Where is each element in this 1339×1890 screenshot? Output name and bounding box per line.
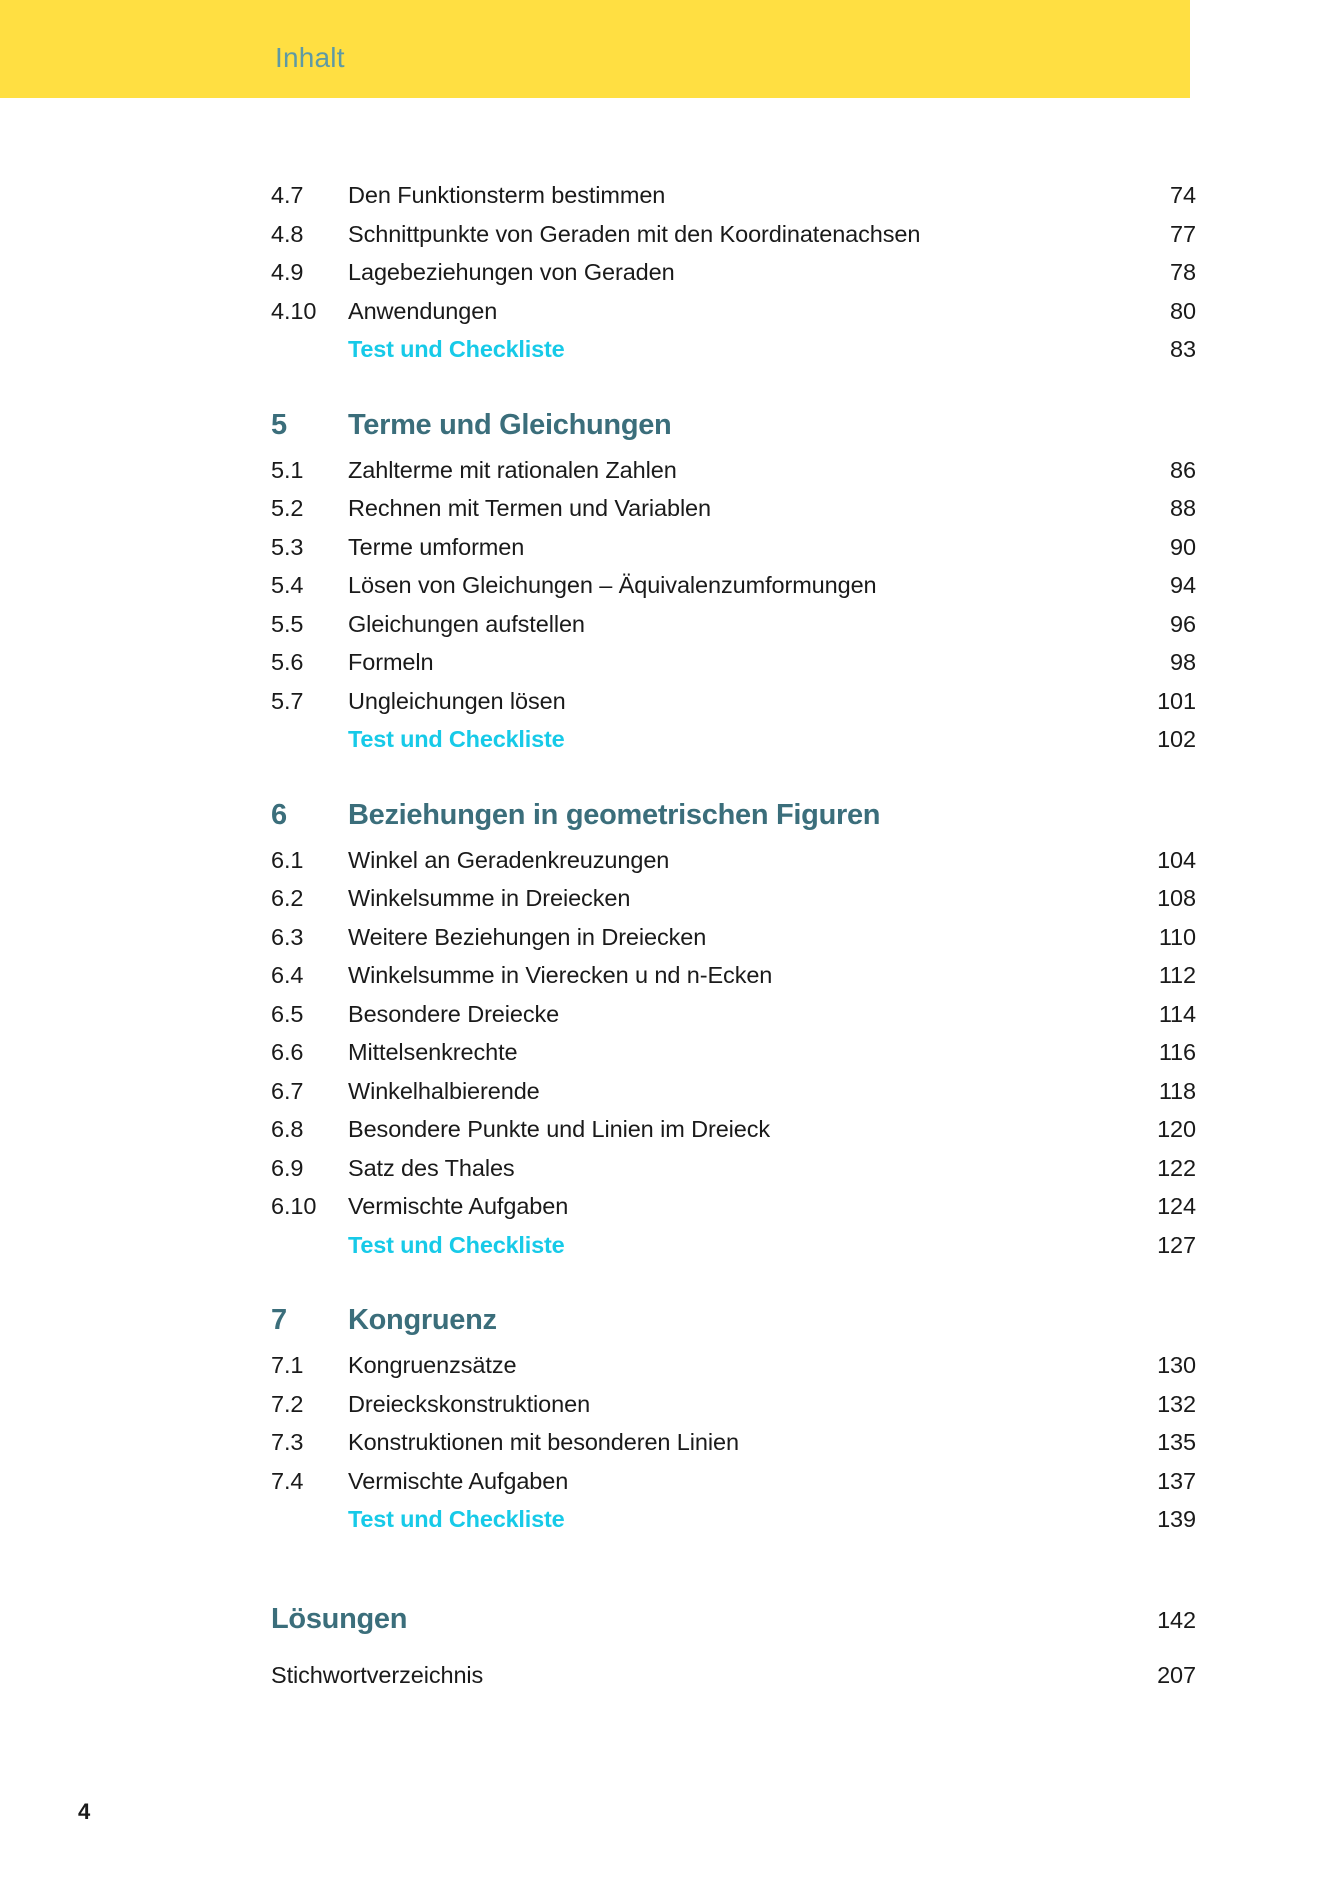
toc-section-heading[interactable]: [271, 1597, 1196, 1642]
folio-page-number: 4: [78, 1799, 91, 1824]
toc-entry[interactable]: [271, 292, 1196, 331]
toc-entry-title: Gleichungen aufstellen: [348, 610, 585, 637]
toc-chapter-heading[interactable]: [271, 793, 1196, 837]
toc-entry-title: Lösen von Gleichungen – Äquivalenzumformungen: [348, 572, 877, 598]
toc-entry[interactable]: [271, 489, 1196, 528]
toc-entry-number: 7: [271, 1304, 287, 1336]
toc-entry-page-number: 80: [1170, 297, 1196, 324]
toc-entry-title: Kongruenzsätze: [348, 1352, 517, 1378]
toc-entry-page-number: 116: [1158, 1039, 1196, 1065]
toc-entry-title: Satz des Thales: [348, 1154, 515, 1181]
toc-entry[interactable]: [271, 1462, 1196, 1501]
page-title: Inhalt: [275, 42, 345, 73]
toc-entry-title: Winkelsumme in Vierecken u nd n-Ecken: [348, 962, 773, 988]
toc-entry-title: Besondere Dreiecke: [348, 1000, 560, 1027]
toc-entry-title: Zahlterme mit rationalen Zahlen: [348, 456, 677, 483]
toc-entry[interactable]: [271, 643, 1196, 682]
toc-entry-page-number: 120: [1157, 1116, 1196, 1142]
toc-entry-number: 5.2: [271, 495, 304, 521]
toc-entry-title: Lagebeziehungen von Geraden: [348, 259, 675, 285]
toc-entry-page-number: 104: [1157, 846, 1196, 873]
toc-entry-page-number: 137: [1157, 1467, 1196, 1494]
toc-entry-page-number: 94: [1170, 572, 1196, 598]
toc-entry-title: Terme umformen: [348, 533, 525, 560]
toc-entry[interactable]: [271, 1110, 1196, 1149]
toc-entry-page-number: 88: [1170, 495, 1196, 521]
header-band: [0, 0, 1190, 98]
toc-entry[interactable]: [271, 215, 1196, 254]
toc-entry[interactable]: [271, 253, 1196, 292]
toc-entry-page-number: 207: [1157, 1661, 1196, 1688]
toc-entry[interactable]: [271, 1423, 1196, 1462]
toc-entry-title: Ungleichungen lösen: [348, 687, 566, 714]
toc-entry-page-number: 132: [1157, 1390, 1196, 1417]
toc-entry-page-number: 102: [1157, 726, 1196, 752]
toc-entry-page-number: 130: [1157, 1352, 1196, 1378]
toc-entry-title: Formeln: [348, 649, 434, 675]
toc-entry-title: Stichwortverzeichnis: [271, 1661, 484, 1688]
toc-entry-number: 6.6: [271, 1039, 304, 1065]
toc-block: [271, 1298, 1196, 1539]
toc-entry[interactable]: [271, 566, 1196, 605]
toc-entry[interactable]: [271, 1149, 1196, 1188]
toc-entry-title: Beziehungen in geometrischen Figuren: [348, 798, 881, 831]
toc-entry-number: 5.1: [271, 456, 304, 483]
toc-entry-number: 7.4: [271, 1467, 304, 1494]
toc-entry-page-number: 77: [1170, 220, 1196, 247]
toc-entry[interactable]: [271, 528, 1196, 567]
toc-entry-title: Den Funktionsterm bestimmen: [348, 182, 666, 208]
toc-entry-title: Besondere Punkte und Linien im Dreieck: [348, 1116, 771, 1142]
toc-block: [271, 403, 1196, 759]
toc-chapter-heading[interactable]: [271, 1298, 1196, 1342]
toc-entry-page-number: 124: [1157, 1193, 1196, 1219]
toc-entry-page-number: 122: [1157, 1154, 1196, 1181]
toc-entry-page-number: 135: [1157, 1429, 1196, 1455]
toc-entry-number: 5.4: [271, 572, 304, 598]
toc-entry-number: 7.2: [271, 1390, 304, 1417]
toc-entry-page-number: 90: [1170, 533, 1196, 560]
toc-block: [271, 793, 1196, 1265]
toc-test-entry[interactable]: [271, 1226, 1196, 1265]
toc-entry-page-number: 139: [1157, 1506, 1196, 1532]
toc-entry-title: Dreieckskonstruktionen: [348, 1390, 591, 1417]
toc-block: [271, 176, 1196, 369]
toc-entry[interactable]: [271, 1385, 1196, 1424]
toc-entry-page-number: 86: [1170, 456, 1196, 483]
toc-entry-number: 4.9: [271, 259, 304, 285]
toc-entry-page-number: 78: [1170, 259, 1196, 285]
toc-section-entry[interactable]: [271, 1656, 1196, 1695]
toc-entry-number: 4.7: [271, 182, 304, 208]
toc-entry[interactable]: [271, 605, 1196, 644]
toc-entry-number: 6.3: [271, 923, 304, 950]
toc-entry-number: 7.1: [271, 1352, 304, 1378]
toc-entry-number: 6.8: [271, 1116, 304, 1142]
toc-entry-title: Lösungen: [271, 1602, 408, 1635]
toc-entry-title: Kongruenz: [348, 1304, 497, 1336]
toc-entry-title: Test und Checkliste: [348, 336, 565, 362]
toc-entry-number: 7.3: [271, 1429, 304, 1455]
toc-entry-number: 5.7: [271, 687, 304, 714]
toc-entry-number: 6.2: [271, 885, 304, 911]
toc-entry-page-number: 98: [1170, 649, 1196, 675]
toc-test-entry[interactable]: [271, 330, 1196, 369]
toc-entry[interactable]: [271, 956, 1196, 995]
toc-entry-page-number: 127: [1157, 1231, 1196, 1258]
toc-entry-number: 6.9: [271, 1154, 304, 1181]
toc-chapter-heading[interactable]: [271, 403, 1196, 447]
table-of-contents: [271, 176, 1196, 1694]
toc-entry-title: Test und Checkliste: [348, 1506, 565, 1532]
toc-entry-number: 5: [271, 408, 287, 441]
toc-entry-title: Test und Checkliste: [348, 726, 565, 752]
toc-entry[interactable]: [271, 1072, 1196, 1111]
toc-entry-title: Vermischte Aufgaben: [348, 1467, 569, 1494]
toc-entry[interactable]: [271, 918, 1196, 957]
toc-entry-number: 6.4: [271, 962, 304, 988]
toc-entry-title: Konstruktionen mit besonderen Linien: [348, 1429, 739, 1455]
toc-entry-title: Rechnen mit Termen und Variablen: [348, 495, 712, 521]
toc-entry-page-number: 96: [1170, 610, 1196, 637]
toc-entry[interactable]: [271, 451, 1196, 490]
toc-entry-page-number: 74: [1170, 182, 1196, 208]
toc-entry-title: Winkelhalbierende: [348, 1077, 540, 1104]
toc-entry[interactable]: [271, 682, 1196, 721]
toc-test-entry[interactable]: [271, 1500, 1196, 1539]
toc-entry-title: Terme und Gleichungen: [348, 408, 672, 441]
toc-entry-title: Weitere Beziehungen in Dreiecken: [348, 923, 707, 950]
toc-entry-page-number: 108: [1157, 885, 1196, 911]
toc-entry-title: Winkelsumme in Dreiecken: [348, 885, 631, 911]
toc-entry[interactable]: [271, 176, 1196, 215]
toc-block: [271, 1597, 1196, 1695]
toc-entry-page-number: 142: [1157, 1606, 1196, 1633]
toc-entry-page-number: 83: [1170, 336, 1196, 362]
toc-entry-number: 6.5: [271, 1000, 304, 1027]
toc-entry[interactable]: [271, 1187, 1196, 1226]
toc-entry[interactable]: [271, 879, 1196, 918]
toc-entry-number: 5.6: [271, 649, 304, 675]
toc-entry-number: 5.5: [271, 610, 304, 637]
toc-entry-title: Winkel an Geradenkreuzungen: [348, 846, 670, 873]
toc-entry-number: 6.1: [271, 846, 304, 873]
toc-entry-page-number: 110: [1158, 923, 1196, 950]
toc-test-entry[interactable]: [271, 720, 1196, 759]
toc-entry-page-number: 112: [1158, 962, 1196, 988]
toc-entry-number: 4.8: [271, 220, 304, 247]
toc-entry[interactable]: [271, 1033, 1196, 1072]
toc-entry-title: Anwendungen: [348, 297, 498, 324]
toc-entry-number: 6.10: [271, 1193, 317, 1219]
toc-entry-title: Mittelsenkrechte: [348, 1039, 518, 1065]
toc-entry-page-number: 101: [1157, 687, 1196, 714]
toc-entry-number: 4.10: [271, 297, 317, 324]
toc-entry[interactable]: [271, 841, 1196, 880]
toc-entry-page-number: 114: [1158, 1000, 1196, 1027]
toc-entry-number: 5.3: [271, 533, 304, 560]
toc-entry[interactable]: [271, 1346, 1196, 1385]
toc-entry[interactable]: [271, 995, 1196, 1034]
toc-entry-number: 6: [271, 798, 287, 831]
toc-entry-title: Schnittpunkte von Geraden mit den Koordinatenachsen: [348, 220, 921, 247]
toc-entry-title: Test und Checkliste: [348, 1231, 565, 1258]
toc-entry-page-number: 118: [1158, 1077, 1196, 1104]
toc-entry-number: 6.7: [271, 1077, 304, 1104]
toc-entry-title: Vermischte Aufgaben: [348, 1193, 569, 1219]
